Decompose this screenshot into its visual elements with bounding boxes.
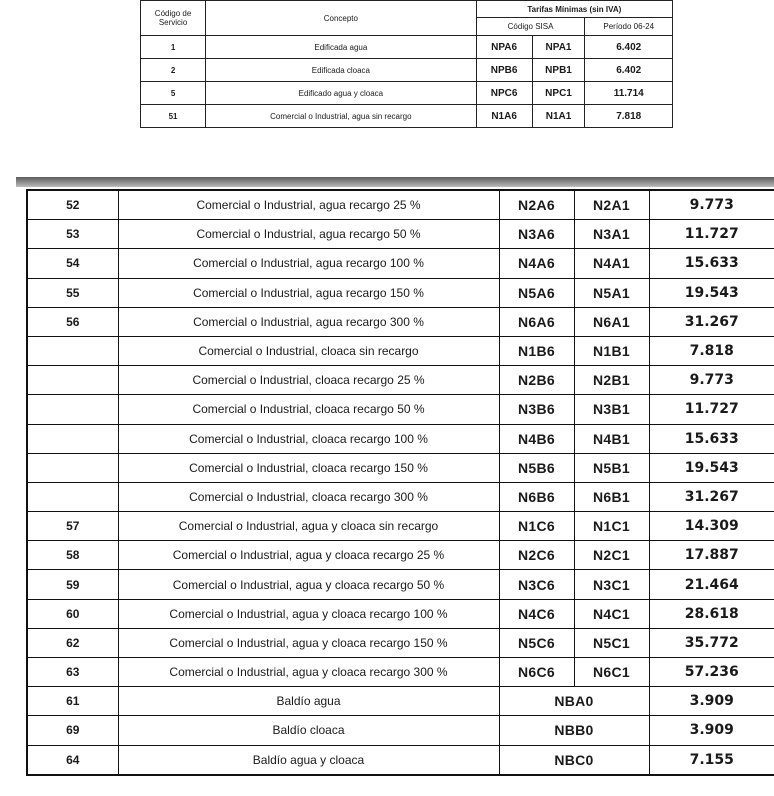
codigo-servicio-cell [27, 482, 118, 511]
table-row [27, 307, 774, 336]
tarifa-valor-cell: 11.727 [649, 220, 774, 249]
codigo-sisa-1-cell: N1A1 [532, 105, 585, 128]
tarifa-valor-cell: 57.236 [649, 658, 774, 687]
codigo-servicio-cell [27, 366, 118, 395]
codigo-sisa-6-cell: N1B6 [499, 336, 574, 365]
tarifa-valor-cell: 7.818 [649, 336, 774, 365]
concepto-cell: Comercial o Industrial, agua y cloaca recargo 25 % [118, 541, 499, 570]
codigo-sisa-6-cell: NPC6 [476, 82, 532, 105]
codigo-sisa-1-cell: N6B1 [574, 482, 649, 511]
codigo-servicio-cell [27, 336, 118, 365]
codigo-servicio-cell: 52 [27, 190, 118, 220]
tarifa-valor-cell: 9.773 [649, 366, 774, 395]
tarifa-valor-cell: 31.267 [649, 307, 774, 336]
codigo-sisa-1-cell: NPA1 [532, 36, 585, 59]
tarifa-valor-cell: 31.267 [649, 482, 774, 511]
codigo-servicio-cell: 56 [27, 307, 118, 336]
header-periodo-text: Período 06-24 [603, 22, 655, 31]
tarifa-valor-cell: 14.309 [649, 512, 774, 541]
concepto-cell: Comercial o Industrial, cloaca recargo 100 % [118, 424, 499, 453]
codigo-sisa-1-cell: N1B1 [574, 336, 649, 365]
codigo-sisa-1-cell: N2C1 [574, 541, 649, 570]
codigo-sisa-6-cell: N5A6 [499, 278, 574, 307]
tarifa-valor-cell: 6.402 [585, 36, 673, 59]
codigo-sisa-1-cell: N6C1 [574, 658, 649, 687]
table-row [27, 366, 774, 395]
codigo-servicio-cell: 54 [27, 249, 118, 278]
codigo-servicio-cell: 64 [27, 745, 118, 775]
concepto-cell: Comercial o Industrial, agua y cloaca recargo 100 % [118, 599, 499, 628]
codigo-servicio-cell: 53 [27, 220, 118, 249]
codigo-servicio-cell: 69 [27, 716, 118, 745]
codigo-sisa-6-cell: N6B6 [499, 482, 574, 511]
codigo-servicio-cell: 55 [27, 278, 118, 307]
concepto-cell: Comercial o Industrial, cloaca recargo 50 % [118, 395, 499, 424]
codigo-sisa-cell: NBC0 [499, 745, 649, 775]
table-row [27, 512, 774, 541]
codigo-sisa-6-cell: N2C6 [499, 541, 574, 570]
codigo-sisa-6-cell: N3A6 [499, 220, 574, 249]
table-row [27, 395, 774, 424]
tarifa-valor-cell: 3.909 [649, 687, 774, 716]
tarifa-valor-cell: 15.633 [649, 249, 774, 278]
codigo-sisa-6-cell: N5B6 [499, 453, 574, 482]
concepto-cell: Comercial o Industrial, agua sin recargo [206, 105, 477, 128]
table-row [27, 570, 774, 599]
header-codigo-sisa [476, 18, 585, 36]
codigo-servicio-cell [27, 424, 118, 453]
tarifa-valor-cell: 15.633 [649, 424, 774, 453]
header-tarifas-text: Tarifas Mínimas (sin IVA) [527, 4, 622, 14]
header-concepto-text: Concepto [323, 13, 358, 23]
concepto-cell: Edificada cloaca [206, 59, 477, 82]
header-codigo-servicio [141, 1, 206, 36]
codigo-servicio-cell: 63 [27, 658, 118, 687]
table-row [27, 541, 774, 570]
codigo-servicio-cell: 57 [27, 512, 118, 541]
concepto-cell: Baldío cloaca [118, 716, 499, 745]
codigo-sisa-6-cell: N2B6 [499, 366, 574, 395]
codigo-sisa-6-cell: N1A6 [476, 105, 532, 128]
tariff-table-top [140, 0, 673, 128]
tarifa-valor-cell: 28.618 [649, 599, 774, 628]
codigo-sisa-1-cell: N2A1 [574, 190, 649, 220]
codigo-sisa-1-cell: N2B1 [574, 366, 649, 395]
concepto-cell: Edificada agua [206, 36, 477, 59]
tarifa-valor-cell: 3.909 [649, 716, 774, 745]
concepto-cell: Comercial o Industrial, agua recargo 150 % [118, 278, 499, 307]
concepto-cell: Comercial o Industrial, agua y cloaca recargo 50 % [118, 570, 499, 599]
codigo-sisa-1-cell: N3B1 [574, 395, 649, 424]
codigo-servicio-cell: 51 [141, 105, 206, 128]
codigo-sisa-1-cell: N6A1 [574, 307, 649, 336]
header-codigo-servicio-text: Código de Servicio [154, 9, 192, 27]
table-row [27, 628, 774, 657]
codigo-sisa-6-cell: N3B6 [499, 395, 574, 424]
tarifa-valor-cell: 7.155 [649, 745, 774, 775]
tarifa-valor-cell: 21.464 [649, 570, 774, 599]
table-row [27, 482, 774, 511]
codigo-servicio-cell: 59 [27, 570, 118, 599]
codigo-sisa-1-cell: N5C1 [574, 628, 649, 657]
codigo-sisa-1-cell: N4A1 [574, 249, 649, 278]
codigo-sisa-6-cell: NPB6 [476, 59, 532, 82]
table-row [27, 190, 774, 220]
codigo-sisa-6-cell: N1C6 [499, 512, 574, 541]
codigo-sisa-1-cell: N3C1 [574, 570, 649, 599]
codigo-sisa-6-cell: N2A6 [499, 190, 574, 220]
tarifa-valor-cell: 11.714 [585, 82, 673, 105]
concepto-cell: Comercial o Industrial, cloaca recargo 300 % [118, 482, 499, 511]
table-row [27, 453, 774, 482]
codigo-sisa-cell: NBA0 [499, 687, 649, 716]
codigo-sisa-6-cell: N3C6 [499, 570, 574, 599]
table-row [141, 105, 673, 128]
concepto-cell: Comercial o Industrial, cloaca sin recargo [118, 336, 499, 365]
table-row [27, 336, 774, 365]
concepto-cell: Comercial o Industrial, agua y cloaca sin recargo [118, 512, 499, 541]
codigo-sisa-1-cell: N4B1 [574, 424, 649, 453]
table-row [27, 220, 774, 249]
table-row [141, 36, 673, 59]
header-codigo-sisa-text: Código SISA [507, 22, 554, 31]
top-table-body [141, 36, 673, 128]
tarifa-valor-cell: 9.773 [649, 190, 774, 220]
table-row [27, 687, 774, 716]
concepto-cell: Baldío agua y cloaca [118, 745, 499, 775]
tarifa-valor-cell: 19.543 [649, 278, 774, 307]
tarifa-valor-cell: 35.772 [649, 628, 774, 657]
tarifa-valor-cell: 6.402 [585, 59, 673, 82]
header-periodo [585, 18, 673, 36]
tariff-table-main [26, 189, 774, 776]
concepto-cell: Comercial o Industrial, agua recargo 300 % [118, 307, 499, 336]
codigo-sisa-1-cell: NPC1 [532, 82, 585, 105]
codigo-servicio-cell: 1 [141, 36, 206, 59]
table-row [27, 716, 774, 745]
table-row [27, 658, 774, 687]
concepto-cell: Comercial o Industrial, agua recargo 25 % [118, 190, 499, 220]
concepto-cell: Comercial o Industrial, cloaca recargo 25 % [118, 366, 499, 395]
codigo-sisa-6-cell: N6C6 [499, 658, 574, 687]
codigo-servicio-cell: 58 [27, 541, 118, 570]
codigo-sisa-6-cell: N4B6 [499, 424, 574, 453]
codigo-servicio-cell: 2 [141, 59, 206, 82]
tarifa-valor-cell: 7.818 [585, 105, 673, 128]
table-row [27, 249, 774, 278]
codigo-sisa-1-cell: N4C1 [574, 599, 649, 628]
table-row [141, 82, 673, 105]
codigo-sisa-6-cell: N4C6 [499, 599, 574, 628]
codigo-sisa-6-cell: N5C6 [499, 628, 574, 657]
codigo-sisa-6-cell: N4A6 [499, 249, 574, 278]
codigo-servicio-cell: 5 [141, 82, 206, 105]
tarifa-valor-cell: 17.887 [649, 541, 774, 570]
codigo-sisa-1-cell: N1C1 [574, 512, 649, 541]
concepto-cell: Comercial o Industrial, agua recargo 100 % [118, 249, 499, 278]
codigo-servicio-cell: 61 [27, 687, 118, 716]
table-row [27, 424, 774, 453]
codigo-sisa-1-cell: N5A1 [574, 278, 649, 307]
codigo-sisa-cell: NBB0 [499, 716, 649, 745]
concepto-cell: Baldío agua [118, 687, 499, 716]
codigo-sisa-1-cell: NPB1 [532, 59, 585, 82]
table-row [27, 745, 774, 775]
concepto-cell: Comercial o Industrial, agua recargo 50 % [118, 220, 499, 249]
table-row [27, 278, 774, 307]
codigo-servicio-cell: 60 [27, 599, 118, 628]
codigo-servicio-cell [27, 453, 118, 482]
concepto-cell: Comercial o Industrial, cloaca recargo 150 % [118, 453, 499, 482]
table-row [27, 599, 774, 628]
header-concepto [206, 1, 477, 36]
codigo-sisa-1-cell: N3A1 [574, 220, 649, 249]
tarifa-valor-cell: 19.543 [649, 453, 774, 482]
concepto-cell: Edificado agua y cloaca [206, 82, 477, 105]
codigo-sisa-6-cell: NPA6 [476, 36, 532, 59]
codigo-servicio-cell [27, 395, 118, 424]
table-row [141, 59, 673, 82]
concepto-cell: Comercial o Industrial, agua y cloaca recargo 300 % [118, 658, 499, 687]
main-table-body [27, 190, 774, 775]
codigo-sisa-1-cell: N5B1 [574, 453, 649, 482]
codigo-servicio-cell: 62 [27, 628, 118, 657]
codigo-sisa-6-cell: N6A6 [499, 307, 574, 336]
header-tarifas [476, 1, 672, 18]
concepto-cell: Comercial o Industrial, agua y cloaca recargo 150 % [118, 628, 499, 657]
tarifa-valor-cell: 11.727 [649, 395, 774, 424]
scan-shadow [16, 177, 774, 187]
